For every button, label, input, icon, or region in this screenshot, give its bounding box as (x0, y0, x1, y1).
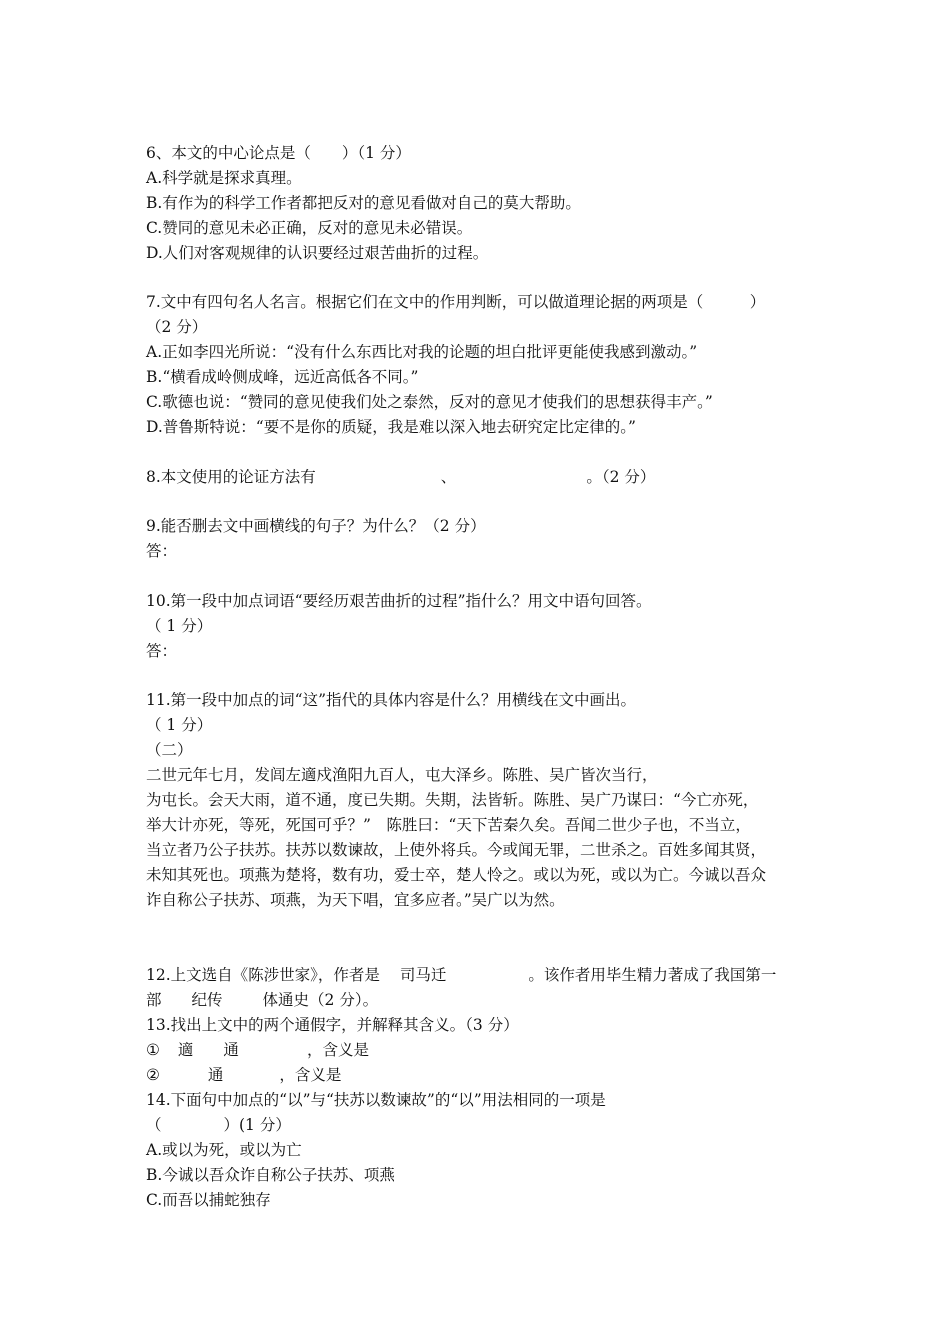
q13-stem: 13.找出上文中的两个通假字，并解释其含义。（3 分） (146, 1016, 519, 1034)
q8-line (146, 467, 655, 487)
q13-item2-num: ② (146, 1066, 160, 1084)
q7-option-c: C.歌德也说：“赞同的意见使我们处之泰然，反对的意见才使我们的思想获得丰产。” (146, 393, 713, 411)
q13-item2-tong: 通 (207, 1066, 224, 1084)
q14-answer-paren: （ ）(1 分） (146, 1116, 291, 1134)
q6-option-d: D.人们对客观规律的认识要经过艰苦曲折的过程。 (146, 244, 489, 262)
section-heading: （二） (146, 741, 193, 759)
q12-fill-genre: 纪传 (191, 991, 223, 1009)
q9-stem: 9.能否删去文中画横线的句子？为什么？（2 分） (146, 517, 486, 535)
q6-option-a: A.科学就是探求真理。 (146, 169, 302, 187)
q13-item1-char: 適 (177, 1041, 194, 1059)
q11-stem: 11.第一段中加点的词“这”指代的具体内容是什么？用横线在文中画出。 (146, 691, 637, 709)
q7-option-b: B.“横看成岭侧成峰，远近高低各不同。” (146, 368, 419, 386)
q12-line2a: 部 (146, 991, 162, 1009)
q10-answer-label: 答： (146, 642, 178, 660)
q14-stem: 14.下面句中加点的“以”与“扶苏以数谏故”的“以”用法相同的一项是 (146, 1091, 606, 1109)
q7-option-d: D.普鲁斯特说：“要不是你的质疑，我是难以深入地去研究定比定律的。” (146, 418, 636, 436)
q7-score: （2 分） (146, 318, 208, 336)
q12-part1: 12.上文选自《陈涉世家》，作者是 (146, 966, 380, 984)
q8-part1: 8.本文使用的论证方法有 (146, 468, 316, 486)
q13-item1-num: ① (146, 1041, 160, 1059)
q9-answer-label: 答： (146, 542, 178, 560)
q13-item-2 (146, 1065, 341, 1085)
q12-fill-author: 司马迁 (399, 966, 447, 984)
q6-stem: 6、本文的中心论点是（ ）（1 分） (146, 144, 411, 162)
q13-item1-tail: ，含义是 (306, 1041, 369, 1059)
passage-line: 未知其死也。项燕为楚将，数有功，爱士卒，楚人怜之。或以为死，或以为亡。今诚以吾众 (146, 866, 767, 884)
q6-option-b: B.有作为的科学工作者都把反对的意见看做对自己的莫大帮助。 (146, 194, 581, 212)
q8-separator: 、 (440, 468, 457, 486)
q14-option-b: B.今诚以吾众诈自称公子扶苏、项燕 (146, 1166, 395, 1184)
q8-part2: 。（2 分） (586, 468, 656, 486)
q13-item-1 (146, 1040, 369, 1060)
q14-option-c: C.而吾以捕蛇独存 (146, 1191, 271, 1209)
q12-line-2 (146, 990, 378, 1010)
q7-option-a: A.正如李四光所说：“没有什么东西比对我的论题的坦白批评更能使我感到激动。” (146, 343, 698, 361)
passage-line: 当立者乃公子扶苏。扶苏以数谏故，上使外将兵。今或闻无罪，二世杀之。百姓多闻其贤， (146, 841, 767, 859)
q13-item1-tong: 通 (223, 1041, 239, 1059)
q10-stem: 10.第一段中加点词语“要经历艰苦曲折的过程”指什么？用文中语句回答。 (146, 592, 652, 610)
passage-line: 二世元年七月，发闾左適戍渔阳九百人，屯大泽乡。陈胜、吴广皆次当行， (146, 766, 658, 784)
q11-score: （ 1 分） (146, 716, 213, 734)
q12-line-1 (146, 965, 776, 985)
q12-line2b: 体通史（2 分）。 (262, 991, 379, 1009)
q7-stem: 7.文中有四句名人名言。根据它们在文中的作用判断，可以做道理论据的两项是（ ） (146, 293, 766, 311)
passage-line: 为屯长。会天大雨，道不通，度已失期。失期，法皆斩。陈胜、吴广乃谋曰：“今亡亦死， (146, 791, 759, 809)
passage-line: 诈自称公子扶苏、项燕，为天下唱，宜多应者。”吴广以为然。 (146, 891, 565, 909)
q12-part2: 。该作者用毕生精力著成了我国第一 (528, 966, 777, 984)
q13-item2-tail: ，含义是 (279, 1066, 342, 1084)
passage-line: 举大计亦死，等死，死国可乎？” 陈胜曰：“天下苦秦久矣。吾闻二世少子也，不当立， (146, 816, 751, 834)
q14-option-a: A.或以为死，或以为亡 (146, 1141, 302, 1159)
q10-score: （ 1 分） (146, 617, 213, 635)
q6-option-c: C.赞同的意见未必正确，反对的意见未必错误。 (146, 219, 473, 237)
